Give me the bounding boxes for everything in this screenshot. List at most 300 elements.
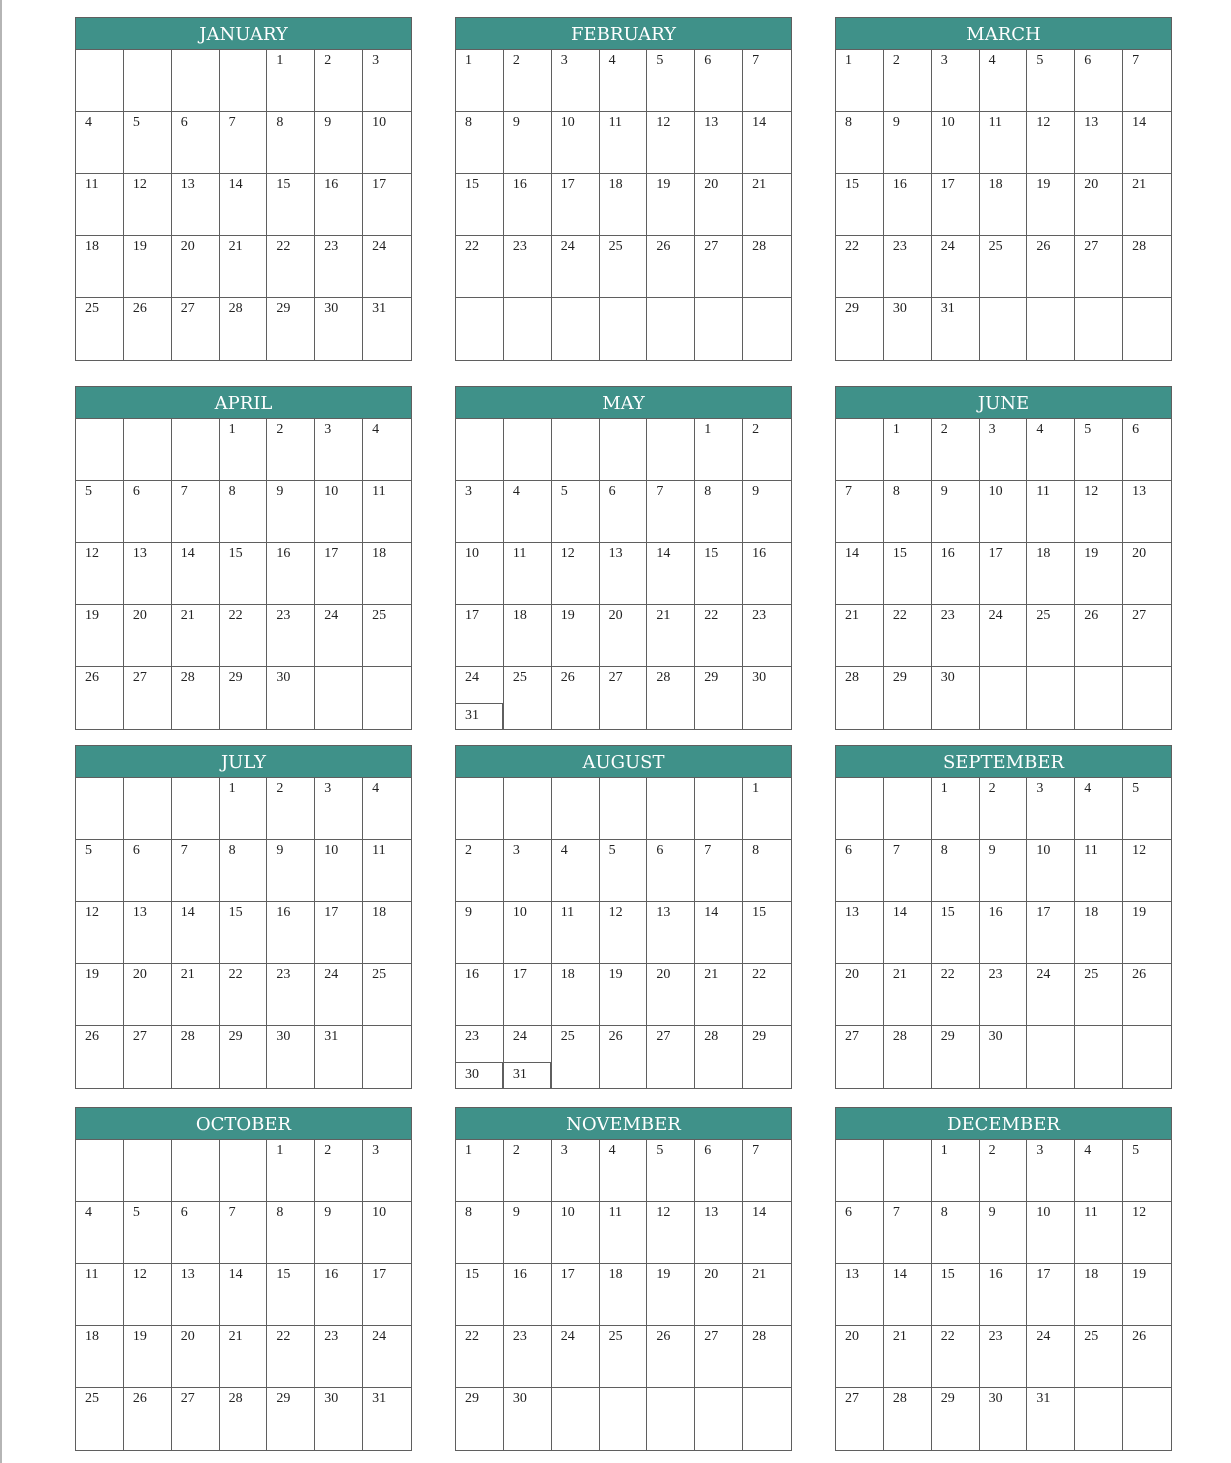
day-cell[interactable] [1075, 1026, 1123, 1088]
day-cell[interactable] [220, 236, 268, 298]
day-cell[interactable] [1123, 543, 1171, 605]
day-cell[interactable] [1123, 1388, 1171, 1450]
day-cell[interactable] [363, 419, 411, 481]
day-cell[interactable] [363, 667, 411, 729]
day-cell[interactable] [980, 174, 1028, 236]
day-cell[interactable] [1123, 964, 1171, 1026]
day-cell[interactable] [124, 112, 172, 174]
day-cell[interactable] [124, 902, 172, 964]
day-cell[interactable] [363, 778, 411, 840]
day-cell[interactable] [552, 605, 600, 667]
day-cell[interactable] [220, 1202, 268, 1264]
day-cell[interactable] [932, 1264, 980, 1326]
day-cell[interactable] [980, 1388, 1028, 1450]
day-cell[interactable] [647, 902, 695, 964]
day-cell[interactable] [124, 481, 172, 543]
day-cell[interactable] [647, 1388, 695, 1450]
day-cell[interactable] [884, 174, 932, 236]
day-cell[interactable] [363, 50, 411, 112]
day-cell[interactable] [267, 964, 315, 1026]
day-cell[interactable] [504, 50, 552, 112]
day-cell[interactable] [695, 50, 743, 112]
day-cell[interactable] [315, 543, 363, 605]
day-cell[interactable] [363, 298, 411, 360]
day-cell[interactable] [836, 543, 884, 605]
day-cell[interactable] [76, 236, 124, 298]
day-cell[interactable] [932, 902, 980, 964]
day-cell[interactable] [76, 112, 124, 174]
day-cell[interactable] [836, 419, 884, 481]
day-cell[interactable] [172, 605, 220, 667]
day-cell[interactable] [836, 112, 884, 174]
day-cell[interactable] [1027, 1140, 1075, 1202]
day-cell[interactable] [552, 1264, 600, 1326]
day-cell[interactable] [695, 112, 743, 174]
day-cell[interactable] [456, 236, 504, 298]
day-cell[interactable] [267, 1388, 315, 1450]
day-cell[interactable] [456, 174, 504, 236]
day-cell[interactable] [1075, 543, 1123, 605]
day-cell[interactable] [220, 481, 268, 543]
day-cell[interactable] [647, 1264, 695, 1326]
day-cell[interactable] [1123, 50, 1171, 112]
day-cell[interactable] [836, 174, 884, 236]
day-cell[interactable] [743, 481, 791, 543]
day-cell[interactable] [1027, 1264, 1075, 1326]
day-cell[interactable] [76, 1264, 124, 1326]
day-cell[interactable] [743, 1202, 791, 1264]
day-cell[interactable] [124, 1264, 172, 1326]
day-cell[interactable] [552, 1202, 600, 1264]
day-cell[interactable] [552, 1388, 600, 1450]
day-cell[interactable] [552, 667, 600, 729]
day-cell[interactable] [1075, 778, 1123, 840]
day-cell[interactable] [315, 481, 363, 543]
day-cell[interactable] [267, 543, 315, 605]
day-cell[interactable] [932, 419, 980, 481]
day-cell[interactable] [647, 236, 695, 298]
day-cell[interactable] [1027, 667, 1075, 729]
day-cell[interactable] [172, 112, 220, 174]
day-cell[interactable] [980, 481, 1028, 543]
day-cell[interactable] [363, 1326, 411, 1388]
day-cell[interactable] [1123, 112, 1171, 174]
day-cell[interactable] [220, 840, 268, 902]
day-cell[interactable] [504, 236, 552, 298]
day-cell[interactable] [504, 481, 552, 543]
day-cell[interactable] [504, 778, 552, 840]
day-cell[interactable] [1075, 1140, 1123, 1202]
day-cell[interactable] [743, 419, 791, 481]
day-cell[interactable] [315, 1140, 363, 1202]
day-cell[interactable] [932, 605, 980, 667]
day-cell[interactable] [884, 1202, 932, 1264]
day-cell[interactable] [695, 1202, 743, 1264]
day-cell[interactable] [884, 419, 932, 481]
day-cell[interactable] [647, 481, 695, 543]
day-cell[interactable] [456, 605, 504, 667]
day-cell[interactable] [315, 605, 363, 667]
day-cell[interactable] [836, 236, 884, 298]
day-cell[interactable] [932, 50, 980, 112]
day-cell[interactable] [1075, 50, 1123, 112]
day-cell[interactable] [315, 1026, 363, 1088]
day-cell[interactable] [1123, 481, 1171, 543]
day-cell[interactable] [1027, 543, 1075, 605]
day-cell[interactable] [1075, 964, 1123, 1026]
day-cell[interactable] [76, 481, 124, 543]
day-cell[interactable] [695, 543, 743, 605]
day-cell[interactable] [172, 543, 220, 605]
day-cell[interactable] [220, 605, 268, 667]
day-cell[interactable] [1027, 50, 1075, 112]
day-cell[interactable] [552, 543, 600, 605]
day-cell[interactable] [124, 1326, 172, 1388]
day-cell[interactable] [456, 543, 504, 605]
day-cell[interactable] [647, 605, 695, 667]
day-cell[interactable] [504, 174, 552, 236]
day-cell[interactable] [76, 50, 124, 112]
day-cell[interactable] [836, 1140, 884, 1202]
day-cell[interactable] [267, 50, 315, 112]
day-cell[interactable] [267, 840, 315, 902]
day-cell[interactable] [695, 174, 743, 236]
day-cell[interactable] [932, 1140, 980, 1202]
day-cell[interactable] [504, 1264, 552, 1326]
day-cell[interactable] [363, 605, 411, 667]
day-cell[interactable] [267, 1202, 315, 1264]
day-cell[interactable] [363, 1388, 411, 1450]
day-cell[interactable] [980, 1264, 1028, 1326]
day-cell[interactable] [76, 902, 124, 964]
day-cell[interactable] [1123, 902, 1171, 964]
day-cell[interactable] [647, 964, 695, 1026]
day-cell[interactable] [76, 1388, 124, 1450]
day-cell[interactable] [932, 298, 980, 360]
day-cell[interactable] [363, 1202, 411, 1264]
day-cell[interactable] [124, 298, 172, 360]
day-cell[interactable] [1075, 1264, 1123, 1326]
day-cell[interactable] [456, 481, 504, 543]
day-cell[interactable] [220, 902, 268, 964]
day-cell[interactable] [884, 1326, 932, 1388]
day-cell[interactable] [836, 1388, 884, 1450]
day-cell[interactable] [504, 1026, 552, 1088]
day-cell[interactable] [504, 419, 552, 481]
day-cell[interactable] [220, 778, 268, 840]
day-cell[interactable] [1027, 112, 1075, 174]
day-cell[interactable] [695, 298, 743, 360]
day-cell[interactable] [552, 1326, 600, 1388]
day-cell[interactable] [695, 667, 743, 729]
day-cell[interactable] [267, 605, 315, 667]
day-cell[interactable] [695, 1388, 743, 1450]
day-cell[interactable] [124, 1140, 172, 1202]
day-cell[interactable] [124, 174, 172, 236]
day-cell[interactable] [76, 543, 124, 605]
day-cell[interactable] [1075, 481, 1123, 543]
day-cell[interactable] [695, 1140, 743, 1202]
day-cell[interactable] [1027, 840, 1075, 902]
day-cell[interactable] [504, 543, 552, 605]
day-cell[interactable] [647, 419, 695, 481]
day-cell[interactable] [267, 667, 315, 729]
day-cell[interactable] [220, 1326, 268, 1388]
day-cell[interactable] [836, 50, 884, 112]
day-cell[interactable] [1027, 1026, 1075, 1088]
day-cell[interactable] [980, 1202, 1028, 1264]
day-cell[interactable] [1075, 298, 1123, 360]
day-cell[interactable] [172, 1140, 220, 1202]
day-cell[interactable] [124, 236, 172, 298]
day-cell[interactable] [836, 902, 884, 964]
day-cell[interactable] [220, 112, 268, 174]
day-cell[interactable] [980, 667, 1028, 729]
day-cell[interactable] [76, 964, 124, 1026]
day-cell[interactable] [456, 112, 504, 174]
day-cell[interactable] [220, 1140, 268, 1202]
day-cell[interactable] [267, 1140, 315, 1202]
day-cell[interactable] [1027, 298, 1075, 360]
day-cell[interactable] [220, 667, 268, 729]
day-cell[interactable] [363, 1140, 411, 1202]
day-cell[interactable] [932, 236, 980, 298]
day-cell[interactable] [1075, 605, 1123, 667]
day-cell[interactable] [884, 778, 932, 840]
day-cell[interactable] [220, 964, 268, 1026]
day-cell[interactable] [647, 543, 695, 605]
day-cell[interactable] [884, 605, 932, 667]
day-cell[interactable] [1027, 236, 1075, 298]
day-cell[interactable] [743, 1264, 791, 1326]
day-cell[interactable] [172, 298, 220, 360]
day-cell[interactable] [267, 481, 315, 543]
day-cell[interactable] [315, 50, 363, 112]
day-cell[interactable] [743, 298, 791, 360]
day-cell[interactable] [1123, 605, 1171, 667]
day-cell[interactable] [600, 419, 648, 481]
day-cell[interactable] [315, 667, 363, 729]
day-cell[interactable] [836, 481, 884, 543]
day-cell[interactable] [456, 1388, 504, 1450]
day-cell[interactable] [884, 902, 932, 964]
day-cell[interactable] [267, 1264, 315, 1326]
day-cell[interactable] [1075, 1326, 1123, 1388]
day-cell[interactable] [315, 1202, 363, 1264]
day-cell[interactable] [980, 419, 1028, 481]
day-cell[interactable] [1027, 174, 1075, 236]
day-cell[interactable] [1027, 1326, 1075, 1388]
day-cell[interactable] [647, 112, 695, 174]
day-cell[interactable] [1123, 174, 1171, 236]
day-cell[interactable] [884, 667, 932, 729]
day-cell[interactable] [600, 481, 648, 543]
day-cell[interactable] [363, 481, 411, 543]
day-cell[interactable] [1075, 174, 1123, 236]
day-cell[interactable] [76, 667, 124, 729]
day-cell[interactable] [172, 902, 220, 964]
day-cell[interactable] [932, 778, 980, 840]
day-cell[interactable] [743, 778, 791, 840]
day-cell[interactable] [836, 778, 884, 840]
day-cell[interactable] [980, 543, 1028, 605]
day-cell[interactable] [836, 1202, 884, 1264]
day-cell[interactable] [552, 778, 600, 840]
day-cell[interactable] [884, 840, 932, 902]
day-cell[interactable] [267, 778, 315, 840]
day-cell[interactable] [743, 840, 791, 902]
day-cell[interactable] [647, 667, 695, 729]
day-cell[interactable] [315, 236, 363, 298]
day-cell[interactable] [1027, 902, 1075, 964]
day-cell[interactable] [695, 481, 743, 543]
day-cell[interactable] [315, 902, 363, 964]
day-cell[interactable] [743, 112, 791, 174]
day-cell[interactable] [315, 840, 363, 902]
day-cell[interactable] [743, 964, 791, 1026]
day-cell[interactable] [1075, 1202, 1123, 1264]
day-cell[interactable] [600, 840, 648, 902]
day-cell[interactable] [600, 667, 648, 729]
day-cell[interactable] [932, 1026, 980, 1088]
day-cell[interactable] [124, 543, 172, 605]
day-cell[interactable] [456, 1264, 504, 1326]
day-cell[interactable] [1075, 1388, 1123, 1450]
day-cell[interactable] [363, 964, 411, 1026]
day-cell[interactable] [600, 1140, 648, 1202]
day-cell[interactable] [363, 174, 411, 236]
day-cell[interactable] [743, 1388, 791, 1450]
day-cell[interactable] [124, 1202, 172, 1264]
day-cell[interactable] [695, 902, 743, 964]
day-cell[interactable] [267, 298, 315, 360]
day-cell[interactable] [76, 1326, 124, 1388]
day-cell[interactable] [172, 778, 220, 840]
day-cell[interactable] [932, 1326, 980, 1388]
day-cell[interactable] [932, 174, 980, 236]
day-cell[interactable] [504, 1388, 552, 1450]
day-cell[interactable] [884, 236, 932, 298]
day-cell[interactable] [363, 1026, 411, 1088]
day-cell[interactable] [647, 1326, 695, 1388]
day-cell[interactable] [363, 236, 411, 298]
day-cell[interactable] [76, 174, 124, 236]
day-cell[interactable] [884, 1388, 932, 1450]
day-cell[interactable] [552, 174, 600, 236]
day-cell[interactable] [172, 1202, 220, 1264]
day-cell[interactable] [743, 1326, 791, 1388]
day-cell[interactable] [980, 902, 1028, 964]
day-cell[interactable] [980, 1326, 1028, 1388]
day-cell[interactable] [884, 543, 932, 605]
day-cell[interactable] [552, 481, 600, 543]
day-cell[interactable] [600, 236, 648, 298]
day-cell[interactable] [267, 1026, 315, 1088]
day-cell[interactable] [743, 543, 791, 605]
day-cell[interactable] [504, 1140, 552, 1202]
day-cell[interactable] [836, 1326, 884, 1388]
day-cell[interactable] [1075, 840, 1123, 902]
day-cell[interactable] [1123, 1264, 1171, 1326]
day-cell[interactable] [504, 667, 552, 729]
day-cell[interactable] [836, 605, 884, 667]
day-cell[interactable] [552, 236, 600, 298]
day-cell[interactable] [695, 778, 743, 840]
day-cell[interactable] [1075, 902, 1123, 964]
day-cell[interactable] [1075, 667, 1123, 729]
day-cell[interactable] [932, 543, 980, 605]
day-cell[interactable] [363, 1264, 411, 1326]
day-cell[interactable] [220, 1026, 268, 1088]
day-cell[interactable] [836, 1026, 884, 1088]
day-cell[interactable] [1027, 964, 1075, 1026]
day-cell[interactable] [836, 1264, 884, 1326]
day-cell[interactable] [932, 964, 980, 1026]
day-cell[interactable] [600, 1326, 648, 1388]
day-cell[interactable] [456, 50, 504, 112]
day-cell[interactable] [980, 236, 1028, 298]
day-cell[interactable] [884, 50, 932, 112]
day-cell[interactable] [600, 1026, 648, 1088]
day-cell[interactable] [836, 298, 884, 360]
day-cell[interactable] [220, 298, 268, 360]
day-cell[interactable] [552, 964, 600, 1026]
day-cell[interactable] [552, 419, 600, 481]
day-cell[interactable] [1075, 236, 1123, 298]
day-cell[interactable] [76, 840, 124, 902]
day-cell[interactable] [76, 1026, 124, 1088]
day-cell[interactable] [267, 902, 315, 964]
day-cell[interactable] [647, 1140, 695, 1202]
day-cell[interactable] [172, 1026, 220, 1088]
day-cell[interactable] [1027, 419, 1075, 481]
day-cell[interactable] [124, 840, 172, 902]
day-cell[interactable] [743, 902, 791, 964]
day-cell[interactable] [315, 1264, 363, 1326]
day-cell[interactable] [1123, 419, 1171, 481]
day-cell[interactable] [932, 1202, 980, 1264]
day-cell[interactable] [600, 1264, 648, 1326]
day-cell[interactable] [456, 1140, 504, 1202]
day-cell[interactable] [552, 1140, 600, 1202]
day-cell[interactable] [647, 50, 695, 112]
day-cell[interactable] [315, 174, 363, 236]
day-cell[interactable] [504, 112, 552, 174]
day-cell[interactable] [1075, 419, 1123, 481]
day-cell[interactable] [315, 964, 363, 1026]
day-cell[interactable] [1123, 667, 1171, 729]
day-cell[interactable] [124, 1026, 172, 1088]
day-cell[interactable] [743, 1026, 791, 1088]
day-cell[interactable] [695, 1264, 743, 1326]
day-cell[interactable] [1123, 1026, 1171, 1088]
day-cell[interactable] [932, 1388, 980, 1450]
day-cell[interactable] [76, 298, 124, 360]
day-cell[interactable] [172, 840, 220, 902]
day-cell[interactable] [76, 778, 124, 840]
day-cell[interactable] [1123, 1326, 1171, 1388]
day-cell[interactable] [695, 419, 743, 481]
day-cell[interactable] [552, 1026, 600, 1088]
day-cell[interactable] [456, 667, 504, 729]
day-cell[interactable] [315, 419, 363, 481]
day-cell[interactable] [220, 419, 268, 481]
day-cell[interactable] [456, 1202, 504, 1264]
day-cell[interactable] [267, 236, 315, 298]
day-cell[interactable] [504, 1326, 552, 1388]
day-cell[interactable] [600, 964, 648, 1026]
day-cell[interactable] [884, 1264, 932, 1326]
